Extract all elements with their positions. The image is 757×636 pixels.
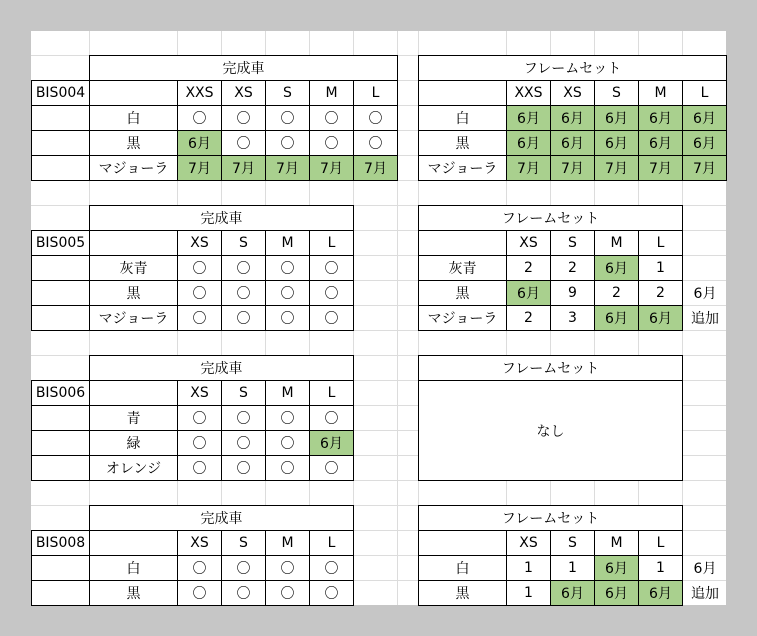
size-header[interactable]: XS (506, 230, 551, 256)
stock-cell[interactable]: 〇 (177, 405, 222, 431)
frame-title[interactable]: フレームセット (418, 355, 683, 381)
color-label[interactable]: マジョーラ (89, 305, 178, 331)
color-label[interactable]: 黒 (89, 130, 178, 156)
blank-cell[interactable] (31, 430, 90, 456)
size-header[interactable]: L (353, 80, 398, 106)
complete-title[interactable]: 完成車 (89, 505, 354, 531)
stock-cell[interactable]: 2 (638, 280, 683, 306)
stock-cell[interactable]: 7月 (177, 155, 222, 181)
size-header[interactable]: L (309, 380, 354, 406)
stock-cell[interactable]: 〇 (221, 255, 266, 281)
stock-cell[interactable]: 〇 (221, 555, 266, 581)
stock-cell[interactable]: 6月 (682, 105, 727, 131)
stock-cell[interactable]: 〇 (265, 430, 310, 456)
stock-cell[interactable]: 〇 (309, 580, 354, 606)
header-blank-cell[interactable] (418, 80, 507, 106)
stock-cell[interactable]: 6月 (309, 430, 354, 456)
stock-cell[interactable]: 2 (594, 280, 639, 306)
model-code[interactable]: BIS004 (31, 80, 90, 106)
blank-cell[interactable] (31, 255, 90, 281)
blank-cell[interactable] (31, 130, 90, 156)
spreadsheet-area[interactable] (31, 31, 726, 605)
model-code[interactable]: BIS005 (31, 230, 90, 256)
stock-cell[interactable]: 6月 (506, 105, 551, 131)
size-header[interactable]: XS (177, 380, 222, 406)
stock-cell[interactable]: 〇 (309, 105, 354, 131)
header-blank-cell[interactable] (89, 380, 178, 406)
size-header[interactable]: M (265, 380, 310, 406)
blank-cell[interactable] (31, 280, 90, 306)
stock-cell[interactable]: 〇 (221, 430, 266, 456)
stock-cell[interactable]: 〇 (265, 580, 310, 606)
color-label[interactable]: 黒 (418, 280, 507, 306)
color-label[interactable]: マジョーラ (418, 155, 507, 181)
color-label[interactable]: 黒 (418, 580, 507, 606)
blank-cell[interactable] (31, 405, 90, 431)
stock-cell[interactable]: 〇 (265, 455, 310, 481)
note-text[interactable]: 6月 (693, 285, 717, 302)
size-header[interactable]: XXS (506, 80, 551, 106)
stock-cell[interactable]: 〇 (309, 255, 354, 281)
color-label[interactable]: 青 (89, 405, 178, 431)
stock-cell[interactable]: 〇 (265, 255, 310, 281)
stock-cell[interactable]: 2 (506, 255, 551, 281)
stock-cell[interactable]: 1 (550, 555, 595, 581)
stock-cell[interactable]: 〇 (265, 105, 310, 131)
stock-cell[interactable]: 6月 (594, 305, 639, 331)
color-label[interactable]: 白 (89, 555, 178, 581)
size-header[interactable]: L (638, 230, 683, 256)
frame-title[interactable]: フレームセット (418, 55, 727, 81)
stock-cell[interactable]: 6月 (594, 105, 639, 131)
stock-cell[interactable]: 〇 (221, 280, 266, 306)
color-label[interactable]: 黒 (89, 580, 178, 606)
stock-cell[interactable]: 7月 (221, 155, 266, 181)
size-header[interactable]: XS (177, 230, 222, 256)
header-blank-cell[interactable] (89, 530, 178, 556)
complete-title[interactable]: 完成車 (89, 205, 354, 231)
stock-cell[interactable]: 〇 (309, 280, 354, 306)
size-header[interactable]: XS (506, 530, 551, 556)
model-code[interactable]: BIS006 (31, 380, 90, 406)
size-header[interactable]: S (221, 530, 266, 556)
blank-cell[interactable] (31, 580, 90, 606)
size-header[interactable]: S (265, 80, 310, 106)
stock-cell[interactable]: 〇 (221, 405, 266, 431)
stock-cell[interactable]: 7月 (638, 155, 683, 181)
stock-cell[interactable]: 1 (506, 555, 551, 581)
stock-cell[interactable]: 1 (506, 580, 551, 606)
stock-cell[interactable]: 7月 (265, 155, 310, 181)
note-text[interactable]: 6月 (693, 560, 717, 577)
stock-cell[interactable]: 〇 (177, 105, 222, 131)
stock-cell[interactable]: 2 (506, 305, 551, 331)
size-header[interactable]: L (682, 80, 727, 106)
stock-cell[interactable]: 6月 (594, 255, 639, 281)
size-header[interactable]: XS (221, 80, 266, 106)
stock-cell[interactable]: 6月 (594, 130, 639, 156)
blank-cell[interactable] (31, 555, 90, 581)
stock-cell[interactable]: 2 (550, 255, 595, 281)
size-header[interactable]: L (638, 530, 683, 556)
size-header[interactable]: S (550, 230, 595, 256)
size-header[interactable]: S (594, 80, 639, 106)
stock-cell[interactable]: 〇 (221, 130, 266, 156)
blank-cell[interactable] (31, 155, 90, 181)
stock-cell[interactable]: 〇 (221, 305, 266, 331)
stock-cell[interactable]: 6月 (638, 130, 683, 156)
stock-cell[interactable]: 〇 (177, 280, 222, 306)
stock-cell[interactable]: 〇 (265, 405, 310, 431)
stock-cell[interactable]: 〇 (265, 130, 310, 156)
stock-cell[interactable]: 7月 (506, 155, 551, 181)
note-text[interactable]: 追加 (691, 310, 719, 327)
stock-cell[interactable]: 7月 (594, 155, 639, 181)
stock-cell[interactable]: 〇 (177, 255, 222, 281)
color-label[interactable]: 白 (418, 105, 507, 131)
frame-none-box[interactable]: なし (418, 380, 683, 481)
stock-cell[interactable]: 〇 (353, 130, 398, 156)
stock-cell[interactable]: 1 (638, 555, 683, 581)
size-header[interactable]: S (550, 530, 595, 556)
size-header[interactable]: M (309, 80, 354, 106)
size-header[interactable]: M (594, 530, 639, 556)
stock-cell[interactable]: 〇 (177, 580, 222, 606)
complete-title[interactable]: 完成車 (89, 355, 354, 381)
color-label[interactable]: 黒 (89, 280, 178, 306)
color-label[interactable]: 白 (418, 555, 507, 581)
color-label[interactable]: 灰青 (89, 255, 178, 281)
stock-cell[interactable]: 〇 (265, 555, 310, 581)
stock-cell[interactable]: 7月 (309, 155, 354, 181)
stock-cell[interactable]: 〇 (309, 305, 354, 331)
stock-cell[interactable]: 6月 (682, 130, 727, 156)
frame-title[interactable]: フレームセット (418, 205, 683, 231)
size-header[interactable]: M (265, 230, 310, 256)
size-header[interactable]: XS (550, 80, 595, 106)
stock-cell[interactable]: 1 (638, 255, 683, 281)
color-label[interactable]: 黒 (418, 130, 507, 156)
size-header[interactable]: M (265, 530, 310, 556)
size-header[interactable]: S (221, 380, 266, 406)
frame-title[interactable]: フレームセット (418, 505, 683, 531)
stock-cell[interactable]: 7月 (682, 155, 727, 181)
stock-cell[interactable]: 6月 (638, 305, 683, 331)
stock-cell[interactable]: 〇 (309, 130, 354, 156)
stock-cell[interactable]: 〇 (265, 305, 310, 331)
stock-cell[interactable]: 〇 (353, 105, 398, 131)
stock-cell[interactable]: 6月 (594, 580, 639, 606)
color-label[interactable]: オレンジ (89, 455, 178, 481)
stock-cell[interactable]: 〇 (177, 430, 222, 456)
stock-cell[interactable]: 6月 (550, 105, 595, 131)
color-label[interactable]: 灰青 (418, 255, 507, 281)
stock-cell[interactable]: 6月 (177, 130, 222, 156)
stock-cell[interactable]: 7月 (353, 155, 398, 181)
stock-cell[interactable]: 〇 (265, 280, 310, 306)
blank-cell[interactable] (31, 455, 90, 481)
note-text[interactable]: 追加 (691, 585, 719, 602)
stock-cell[interactable]: 〇 (221, 580, 266, 606)
stock-cell[interactable]: 7月 (550, 155, 595, 181)
stock-cell[interactable]: 6月 (594, 555, 639, 581)
color-label[interactable]: 緑 (89, 430, 178, 456)
stock-cell[interactable]: 〇 (309, 405, 354, 431)
stock-cell[interactable]: 〇 (309, 455, 354, 481)
header-blank-cell[interactable] (89, 80, 178, 106)
size-header[interactable]: S (221, 230, 266, 256)
stock-cell[interactable]: 〇 (309, 555, 354, 581)
stock-cell[interactable]: 9 (550, 280, 595, 306)
size-header[interactable]: XXS (177, 80, 222, 106)
color-label[interactable]: マジョーラ (418, 305, 507, 331)
color-label[interactable]: マジョーラ (89, 155, 178, 181)
color-label[interactable]: 白 (89, 105, 178, 131)
stock-cell[interactable]: 3 (550, 305, 595, 331)
header-blank-cell[interactable] (418, 230, 507, 256)
stock-cell[interactable]: 6月 (550, 130, 595, 156)
model-code[interactable]: BIS008 (31, 530, 90, 556)
size-header[interactable]: L (309, 530, 354, 556)
stock-cell[interactable]: 〇 (177, 305, 222, 331)
complete-title[interactable]: 完成車 (89, 55, 398, 81)
stock-cell[interactable]: 6月 (638, 580, 683, 606)
stock-cell[interactable]: 〇 (221, 105, 266, 131)
header-blank-cell[interactable] (89, 230, 178, 256)
stock-cell[interactable]: 6月 (638, 105, 683, 131)
stock-cell[interactable]: 〇 (177, 555, 222, 581)
stock-cell[interactable]: 〇 (177, 455, 222, 481)
stock-cell[interactable]: 〇 (221, 455, 266, 481)
blank-cell[interactable] (31, 105, 90, 131)
size-header[interactable]: M (638, 80, 683, 106)
stock-cell[interactable]: 6月 (550, 580, 595, 606)
stock-cell[interactable]: 6月 (506, 130, 551, 156)
stock-cell[interactable]: 6月 (506, 280, 551, 306)
blank-cell[interactable] (31, 305, 90, 331)
header-blank-cell[interactable] (418, 530, 507, 556)
size-header[interactable]: XS (177, 530, 222, 556)
size-header[interactable]: M (594, 230, 639, 256)
size-header[interactable]: L (309, 230, 354, 256)
